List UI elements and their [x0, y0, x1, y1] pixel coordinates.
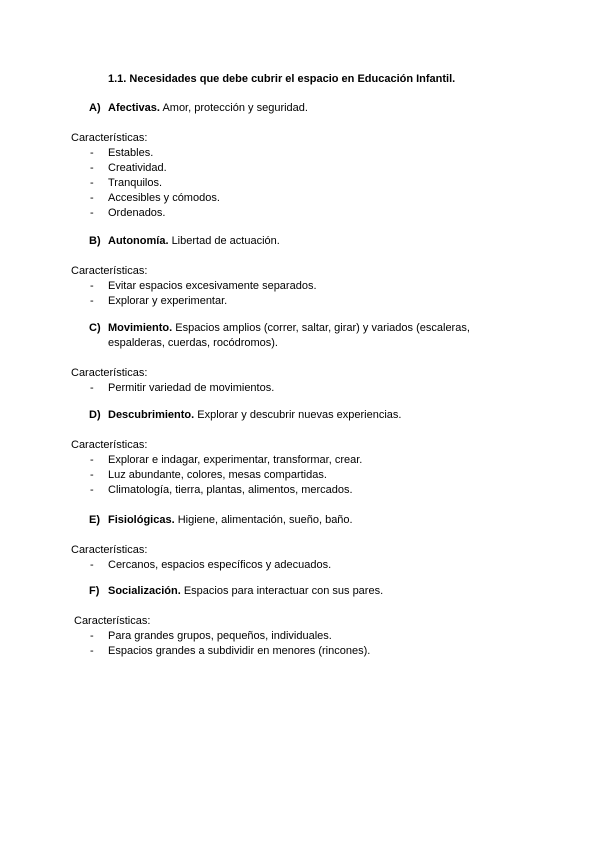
list-item-text: Tranquilos. — [108, 177, 163, 189]
section-heading-text — [108, 101, 498, 116]
list-dash: - — [90, 469, 94, 481]
characteristics-label: Características: — [71, 439, 148, 451]
list-item — [0, 453, 600, 468]
list-item — [0, 629, 600, 644]
list-item-text: Accesibles y cómodos. — [108, 192, 220, 204]
list-item — [0, 191, 600, 206]
section-description: Espacios para interactuar con sus pares. — [183, 585, 384, 597]
section-heading-text — [108, 234, 498, 249]
section-letter: B) — [89, 235, 101, 247]
list-item — [0, 294, 600, 309]
list-dash: - — [90, 630, 94, 642]
list-item-text: Permitir variedad de movimientos. — [108, 382, 275, 394]
section-description: Amor, protección y seguridad. — [162, 102, 308, 114]
list-item-text: Cercanos, espacios específicos y adecuados. — [108, 559, 332, 571]
list-item — [0, 146, 600, 161]
list-dash: - — [90, 645, 94, 657]
list-item — [0, 161, 600, 176]
section-letter: E) — [89, 514, 100, 526]
characteristics-label: Características: — [71, 544, 148, 556]
list-item-text: Para grandes grupos, pequeños, individuales. — [108, 630, 332, 642]
section-letter: A) — [89, 102, 101, 114]
section-heading-text — [108, 408, 498, 423]
list-dash: - — [90, 280, 94, 292]
list-dash: - — [90, 382, 94, 394]
section-letter: C) — [89, 322, 101, 334]
list-item-text: Estables. — [108, 147, 154, 159]
section-description: Espacios amplios (correr, saltar, girar) y variados (escaleras, espalderas, cuerdas, rocódromos). — [108, 322, 470, 349]
characteristics-label: Características: — [71, 132, 148, 144]
section-name: Afectivas. — [108, 102, 160, 114]
section-heading-text — [108, 513, 498, 528]
list-dash: - — [90, 177, 94, 189]
section-name: Fisiológicas. — [108, 514, 175, 526]
section-name: Descubrimiento. — [108, 409, 195, 421]
list-dash: - — [90, 484, 94, 496]
characteristics-label: Características: — [74, 615, 151, 627]
list-item-text: Espacios grandes a subdividir en menores (rincones). — [108, 645, 371, 657]
section-heading-text — [108, 584, 498, 599]
list-item-text: Luz abundante, colores, mesas compartidas. — [108, 469, 327, 481]
list-item-text: Climatología, tierra, plantas, alimentos, mercados. — [108, 484, 353, 496]
section-name: Socialización. — [108, 585, 181, 597]
list-item-text: Ordenados. — [108, 207, 166, 219]
section-letter: F) — [89, 585, 100, 597]
section-description: Higiene, alimentación, sueño, baño. — [177, 514, 353, 526]
list-dash: - — [90, 192, 94, 204]
list-item-text: Explorar y experimentar. — [108, 295, 228, 307]
section-name: Autonomía. — [108, 235, 169, 247]
section-letter: D) — [89, 409, 101, 421]
page-title: 1.1. Necesidades que debe cubrir el espacio en Educación Infantil. — [108, 73, 456, 85]
list-item — [0, 468, 600, 483]
list-item-text: Explorar e indagar, experimentar, transformar, crear. — [108, 454, 363, 466]
list-item — [0, 483, 600, 498]
list-dash: - — [90, 454, 94, 466]
section-name: Movimiento. — [108, 322, 173, 334]
list-item-text: Creatividad. — [108, 162, 167, 174]
characteristics-label: Características: — [71, 367, 148, 379]
list-dash: - — [90, 147, 94, 159]
list-item — [0, 279, 600, 294]
section-heading-text — [108, 321, 498, 351]
section-description: Libertad de actuación. — [171, 235, 280, 247]
list-item — [0, 644, 600, 659]
list-item — [0, 558, 600, 573]
list-dash: - — [90, 559, 94, 571]
list-item — [0, 206, 600, 221]
section-description: Explorar y descubrir nuevas experiencias. — [197, 409, 402, 421]
list-dash: - — [90, 207, 94, 219]
list-dash: - — [90, 162, 94, 174]
list-item-text: Evitar espacios excesivamente separados. — [108, 280, 317, 292]
list-dash: - — [90, 295, 94, 307]
list-item — [0, 381, 600, 396]
list-item — [0, 176, 600, 191]
characteristics-label: Características: — [71, 265, 148, 277]
